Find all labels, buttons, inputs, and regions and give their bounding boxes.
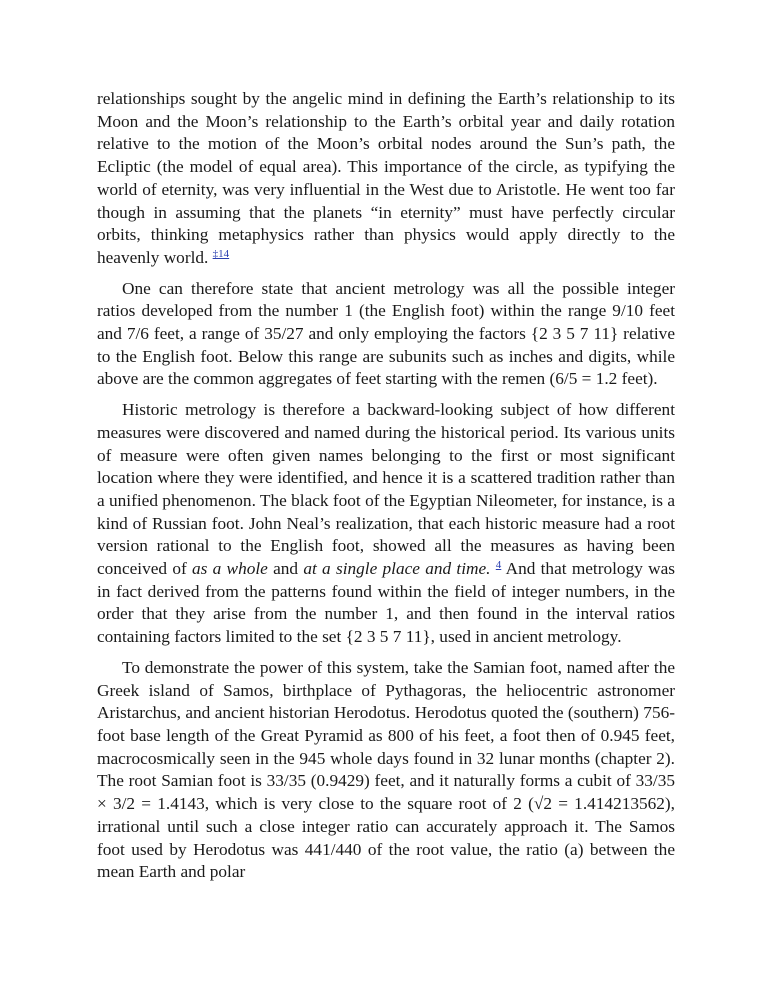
- footnote-link-14[interactable]: ‡14: [212, 247, 230, 260]
- paragraph-1-text: relationships sought by the angelic mind in defining the Earth’s relationship to its Moon and the Moon’s relationship to the Earth’s orbital year and daily rotation relative to the motion of the Moon’s orbital nodes around the Sun’s path, the Ecliptic (the model of equal area). This importance of the circle, as typifying the world of eternity, was very influential in the West due to Aristotle. He went too far though in assuming that the planets “in eternity” must have perfectly circular orbits, thinking metaphysics rather than physics would apply directly to the heavenly world.: [97, 89, 675, 267]
- paragraph-1: [97, 88, 675, 270]
- paragraph-2: [97, 278, 675, 392]
- paragraph-3: [97, 399, 675, 649]
- paragraph-3-text-b: and: [267, 559, 304, 579]
- paragraph-4-text: To demonstrate the power of this system, take the Samian foot, named after the Greek island of Samos, birthplace of Pythagoras, the heliocentric astronomer Aristarchus, and ancient historian Herodotus. Herodotus quoted the (southern) 756-foot base length of the Great Pyramid as 800 of his feet, a foot then of 0.945 feet, macrocosmically seen in the 945 whole days found in 32 lunar months (chapter 2). The root Samian foot is 33/35 (0.9429) feet, and it naturally forms a cubit of 33/35 × 3/2 = 1.4143, which is very close to the square root of 2 (√2 = 1.414213562), irrational until such a close integer ratio can accurately approach it. The Samos foot used by Herodotus was 441/440 of the root value, the ratio (a) between the mean Earth and polar: [97, 657, 675, 882]
- footnote-link-4[interactable]: 4: [495, 559, 502, 572]
- document-page: [97, 88, 675, 892]
- italic-phrase-place-time: at a single place and time.: [303, 559, 491, 579]
- paragraph-3-text-a: Historic metrology is therefore a backward-looking subject of how different measures were discovered and named during the historical period. Its various units of measure were often given names belonging to the first or most significant location where they were identified, and hence it is a scattered tradition rather than a unified phenomenon. The black foot of the Egyptian Nileometer, for instance, is a kind of Russian foot. John Neal’s realization, that each historic measure had a root version rational to the English foot, showed all the measures as having been conceived of: [97, 400, 675, 579]
- italic-phrase-whole: as a whole: [192, 559, 268, 579]
- paragraph-3-text-d: And that metrology was in fact derived from the patterns found within the field of integer numbers, in the order that they arise from the number 1, and then found in the interval ratios containing factors limited to the set {2 3 5 7 11}, used in ancient metrology.: [97, 559, 675, 647]
- paragraph-2-text: One can therefore state that ancient metrology was all the possible integer ratios developed from the number 1 (the English foot) within the range 9/10 feet and 7/6 feet, a range of 35/27 and only employing the factors {2 3 5 7 11} relative to the English foot. Below this range are subunits such as inches and digits, while above are the common aggregates of feet starting with the remen (6/5 = 1.2 feet).: [97, 278, 675, 389]
- paragraph-4: [97, 657, 675, 884]
